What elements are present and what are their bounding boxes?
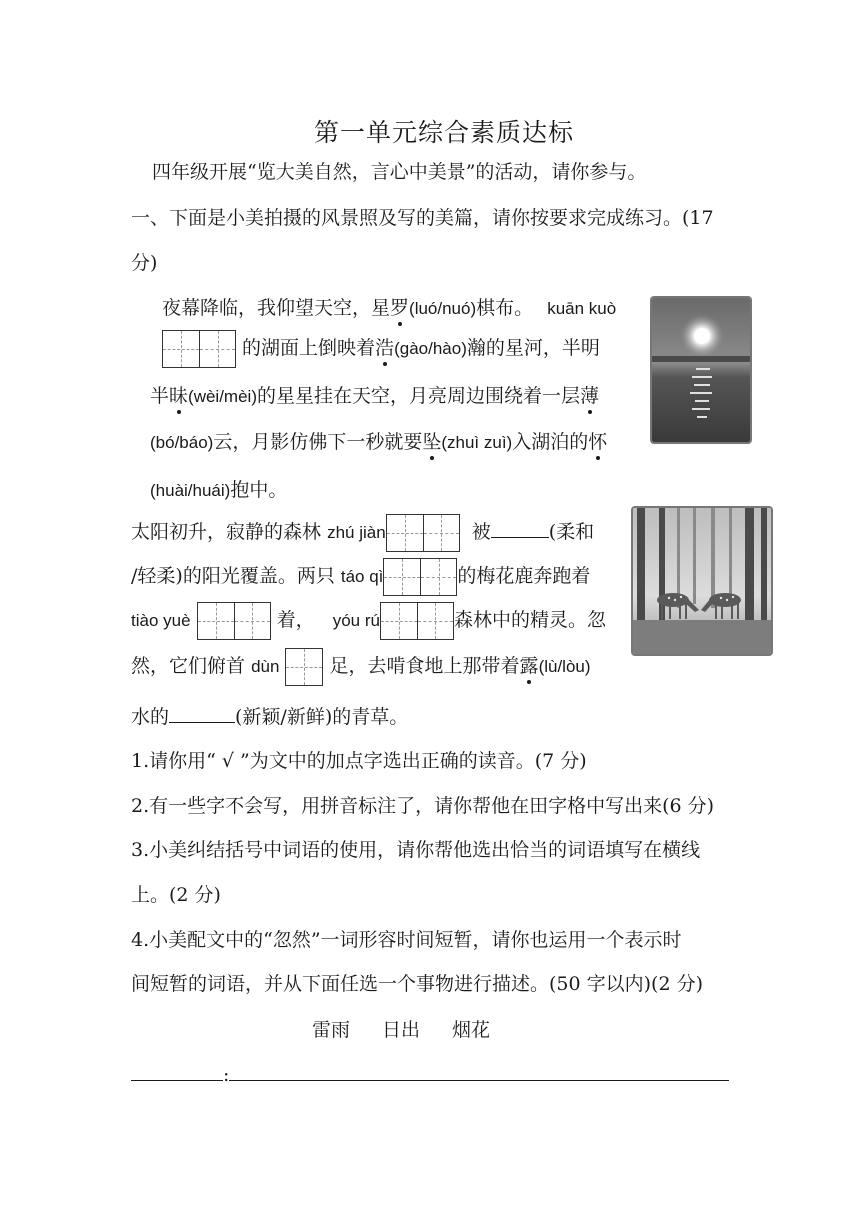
description-blank[interactable] <box>229 1062 729 1081</box>
question-4: 4.小美配文中的“忽然”一词形容时间短暂，请你也运用一个表示时 <box>131 929 682 951</box>
tianzige-box[interactable] <box>197 602 271 640</box>
pinyin-prompt: dùn <box>251 657 280 676</box>
pinyin-choice: (lù/lòu) <box>538 657 591 676</box>
passage1-line1 <box>162 296 616 321</box>
page-title: 第一单元综合素质达标 <box>314 118 575 147</box>
intro-text: 四年级开展“览大美自然，言心中美景”的活动，请你参与。 <box>152 161 647 183</box>
question-1: 1.请你用“ √ ”为文中的加点字选出正确的读音。(7 分) <box>131 750 587 772</box>
answer-blank[interactable] <box>491 519 549 538</box>
text: 云，月影仿佛下一秒就要 <box>213 431 423 453</box>
text: (柔和 <box>548 521 595 543</box>
text: 半 <box>150 385 170 407</box>
pinyin-prompt: zhú jiàn <box>327 523 386 542</box>
text: 入湖泊的 <box>512 431 589 453</box>
tianzige-box[interactable] <box>386 514 460 552</box>
dotted-char: 昧 <box>169 385 189 407</box>
passage2-line1 <box>131 514 594 552</box>
text: 太阳初升，寂静的森林 <box>131 521 322 543</box>
tianzige-box[interactable] <box>285 648 323 686</box>
text: 足，去啃食地上那带着 <box>329 655 520 677</box>
text: 夜幕降临，我仰望天空，星 <box>162 297 391 319</box>
text: /轻柔)的阳光覆盖。两只 <box>131 565 335 587</box>
pinyin-prompt: kuān kuò <box>547 299 617 318</box>
passage1-line3 <box>150 384 599 409</box>
pinyin-choice: (huài/huái) <box>150 481 231 500</box>
pinyin-choice: (gào/hào) <box>394 339 467 358</box>
answer-line <box>131 1062 729 1087</box>
dotted-char: 怀 <box>588 431 608 453</box>
text: 抱中。 <box>230 479 288 501</box>
passage1-line4 <box>150 430 607 455</box>
text: 着， <box>276 609 315 631</box>
section1-heading-cont: 分) <box>131 252 158 274</box>
passage1-line5 <box>150 478 287 503</box>
pinyin-choice: (zhuì zuì) <box>441 433 513 452</box>
passage2-line4 <box>131 648 591 686</box>
text: 被 <box>471 521 491 543</box>
dotted-char: 坠 <box>422 431 442 453</box>
question-2: 2.有一些字不会写，用拼音标注了，请你帮他在田字格中写出来(6 分) <box>131 795 715 817</box>
option-sunrise: 日出 <box>382 1019 421 1041</box>
text: 然，它们俯首 <box>131 655 246 677</box>
passage2-line2 <box>131 558 590 596</box>
pinyin-prompt: tiào yuè <box>131 611 191 630</box>
topic-options <box>296 1018 506 1042</box>
option-thunderstorm: 雷雨 <box>312 1019 351 1041</box>
text: 的星星挂在天空，月亮周边围绕着一层 <box>256 385 580 407</box>
text: 森林中的精灵。忽 <box>453 609 606 631</box>
passage2-line3 <box>131 602 606 640</box>
passage1-line2 <box>162 330 600 368</box>
text: (新颖/新鲜)的青草。 <box>235 706 409 728</box>
text: 水的 <box>131 706 170 728</box>
dotted-char: 薄 <box>580 385 600 407</box>
question-3-cont: 上。(2 分) <box>131 884 221 906</box>
text: 瀚的星河，半明 <box>466 337 600 359</box>
deer-forest-photo <box>631 506 773 656</box>
tianzige-box[interactable] <box>162 330 236 368</box>
option-fireworks: 烟花 <box>452 1019 491 1041</box>
tianzige-box[interactable] <box>383 558 457 596</box>
topic-blank[interactable] <box>131 1062 223 1081</box>
dotted-char: 浩 <box>375 337 395 359</box>
dotted-char: 罗 <box>390 297 410 319</box>
moon-lake-photo <box>650 296 752 444</box>
colon: : <box>223 1064 230 1086</box>
text: 的梅花鹿奔跑着 <box>457 565 591 587</box>
text: 棋布。 <box>476 297 534 319</box>
tianzige-box[interactable] <box>380 602 454 640</box>
pinyin-choice: (wèi/mèi) <box>188 387 257 406</box>
question-4-cont: 间短暂的词语，并从下面任选一个事物进行描述。(50 字以内)(2 分) <box>131 973 703 995</box>
dotted-char: 露 <box>519 655 539 677</box>
passage2-line5 <box>131 704 408 729</box>
text: 的湖面上倒映着 <box>242 337 376 359</box>
pinyin-prompt: yóu rú <box>332 611 380 630</box>
section1-heading: 一、下面是小美拍摄的风景照及写的美篇，请你按要求完成练习。(17 <box>131 207 714 229</box>
pinyin-choice: (bó/báo) <box>150 433 214 452</box>
question-3: 3.小美纠结括号中词语的使用，请你帮他选出恰当的词语填写在横线 <box>131 839 701 861</box>
pinyin-prompt: táo qì <box>340 567 384 586</box>
answer-blank[interactable] <box>169 704 235 723</box>
pinyin-choice: (luó/nuó) <box>409 299 477 318</box>
